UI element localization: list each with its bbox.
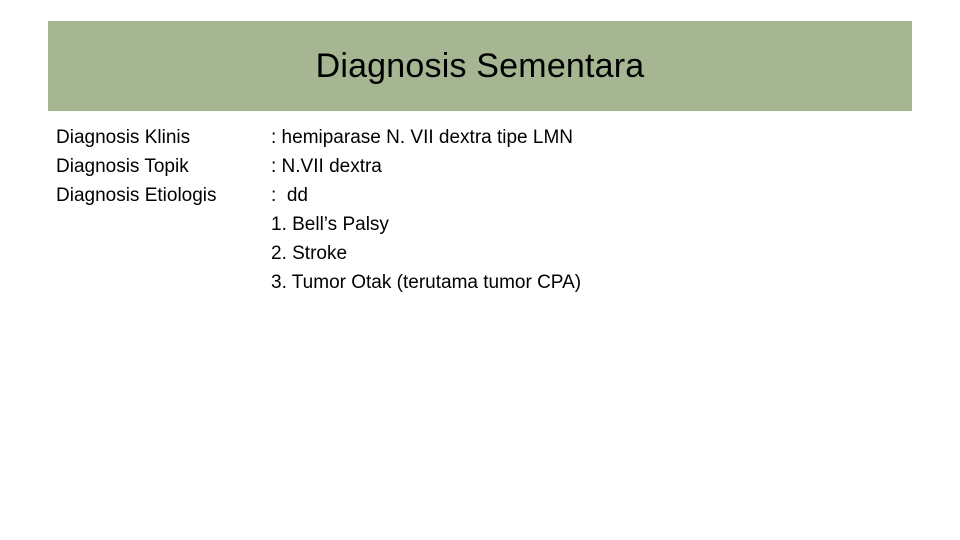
value-column xyxy=(271,123,871,297)
value-klinis: : hemiparase N. VII dextra tipe LMN xyxy=(271,127,574,148)
value-topik: : N.VII dextra xyxy=(271,156,382,177)
title-bar xyxy=(48,21,912,111)
value-etiologis: : dd xyxy=(271,185,308,206)
differential-item-2: 2. Stroke xyxy=(271,243,348,264)
label-diagnosis-klinis: Diagnosis Klinis xyxy=(56,127,191,148)
label-diagnosis-etiologis: Diagnosis Etiologis xyxy=(56,185,217,206)
differential-item-3: 3. Tumor Otak (terutama tumor CPA) xyxy=(271,272,582,293)
slide-title: Diagnosis Sementara xyxy=(315,46,645,85)
label-diagnosis-topik: Diagnosis Topik xyxy=(56,156,189,177)
label-column xyxy=(56,123,256,210)
differential-item-1: 1. Bell’s Palsy xyxy=(271,214,389,235)
